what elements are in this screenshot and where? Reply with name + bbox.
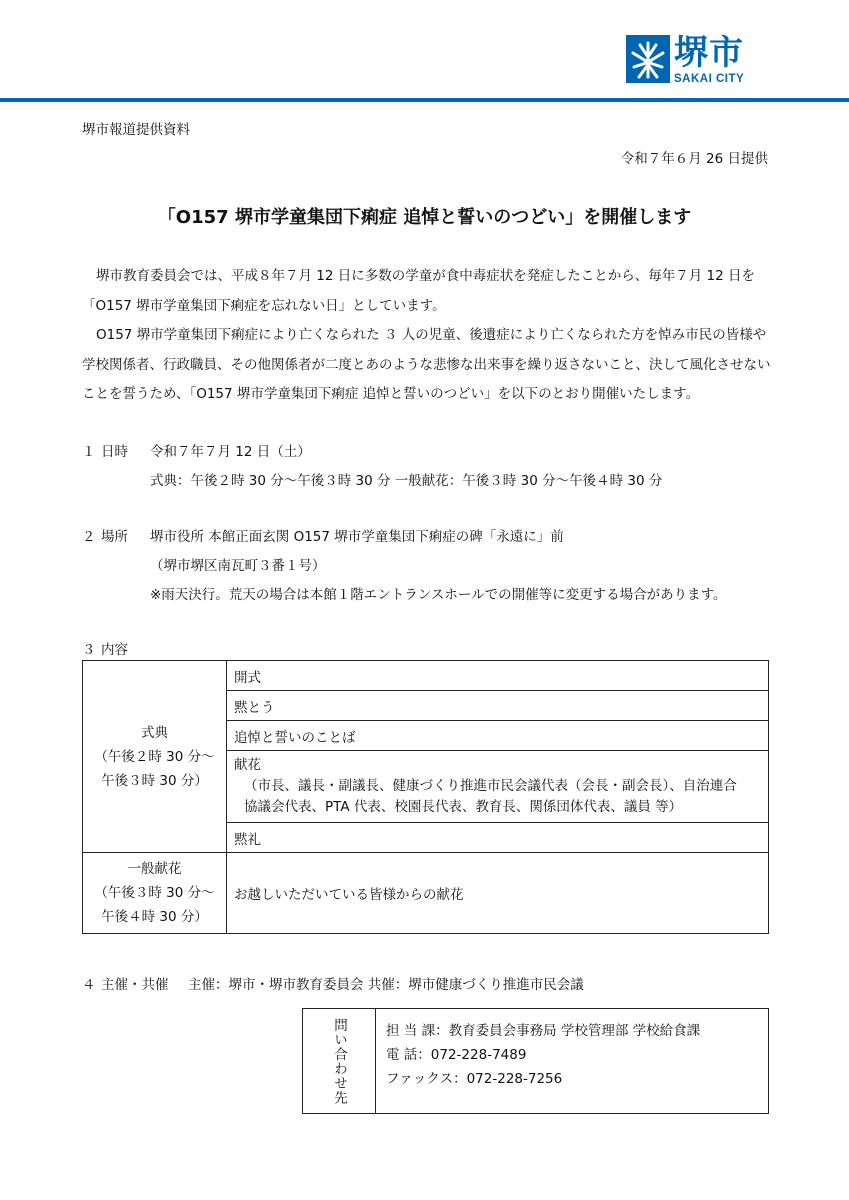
event-times: 式典：午後２時 30 分～午後３時 30 分 一般献花：午後３時 30 分～午後４時 30 分 <box>150 473 663 489</box>
contact-fax: ファックス：072-228-7256 <box>386 1071 563 1087</box>
program-item-flowers-cell <box>227 751 769 823</box>
table-row <box>83 853 769 934</box>
contact-box <box>302 1008 769 1114</box>
contact-phone: 電 話：072-228-7489 <box>386 1047 527 1063</box>
ceremony-time-start: （午後２時 30 分～ <box>94 748 215 765</box>
organizers: 主催：堺市・堺市教育委員会 共催：堺市健康づくり推進市民会議 <box>188 977 584 993</box>
event-date: 令和７年７月 12 日（土） <box>150 444 311 460</box>
ceremony-time-end: 午後３時 30 分） <box>101 772 208 789</box>
program-item-silence: 黙とう <box>227 691 769 721</box>
event-venue: 堺市役所 本館正面玄関 O157 堺市学童集団下痢症の碑「永遠に」前 <box>150 529 564 545</box>
contact-heading: 問い合わせ先 <box>303 1009 376 1114</box>
section-3-number: ３ <box>82 642 96 658</box>
document-type: 堺市報道提供資料 <box>82 122 190 138</box>
section-4-number: ４ <box>82 977 96 993</box>
section-2-number: ２ <box>82 529 96 545</box>
section-1-number: １ <box>82 444 96 460</box>
ceremony-cell <box>83 661 227 853</box>
section-1-label: 日時 <box>101 444 128 460</box>
contact-department: 担 当 課：教育委員会事務局 学校管理部 学校給食課 <box>386 1023 701 1039</box>
header-rule <box>0 98 849 102</box>
logo-name: 堺市 <box>674 33 744 73</box>
flowers-detail-1: （市長、議長・副議長、健康づくり推進市民会議代表（会長・副会長）、自治連合 <box>244 778 737 794</box>
program-item-words: 追悼と誓いのことば <box>227 721 769 751</box>
program-item-opening: 開式 <box>227 661 769 691</box>
public-flowers-cell <box>83 853 227 934</box>
section-4-label: 主催・共催 <box>101 977 169 993</box>
contact-info <box>376 1009 769 1114</box>
rain-note: ※雨天決行。荒天の場合は本館１階エントランスホールでの開催等に変更する場合があります。 <box>150 587 727 603</box>
table-row <box>83 661 769 691</box>
program-item-closing: 黙礼 <box>227 823 769 853</box>
sakai-city-logo <box>626 35 766 95</box>
public-time-end: 午後４時 30 分） <box>101 909 208 925</box>
public-flowers-name: 一般献花 <box>127 861 182 877</box>
intro-paragraph-1: 堺市教育委員会では、平成８年７月 12 日に多数の学童が食中毒症状を発症したことから、毎年７月 12 日を「O157 堺市学童集団下痢症を忘れない日」としています。 <box>82 268 756 314</box>
program-item-flowers: 献花 <box>234 757 261 773</box>
sakai-city-emblem-icon <box>626 35 670 83</box>
section-3-label: 内容 <box>101 642 128 658</box>
logo-english-name: SAKAI CITY <box>674 73 745 85</box>
page-title: 「O157 堺市学童集団下痢症 追悼と誓いのつどい」を開催します <box>157 207 692 228</box>
venue-address: （堺市堺区南瓦町３番１号） <box>150 558 326 574</box>
intro-paragraph-2: O157 堺市学童集団下痢症により亡くなられた ３ 人の児童、後遺症により亡くなられた方を悼み市民の皆様や学校関係者、行政職員、その他関係者が二度とあのような悲惨な出来事を繰り返さないこと、決して風化させないことを誓うため、「O157 堺市学童集団下痢症 追悼と誓いのつどい」を以下のとおり開催いたします。 <box>82 327 771 402</box>
flowers-detail-2: 協議会代表、PTA 代表、校園長代表、教育長、関係団体代表、議員 等） <box>244 799 683 815</box>
section-2-label: 場所 <box>101 529 128 545</box>
release-date: 令和７年６月 26 日提供 <box>620 151 768 167</box>
public-flowers-desc: お越しいただいている皆様からの献花 <box>227 853 769 934</box>
ceremony-name: 式典 <box>141 724 168 741</box>
program-table <box>82 660 769 934</box>
public-time-start: （午後３時 30 分～ <box>94 885 215 901</box>
